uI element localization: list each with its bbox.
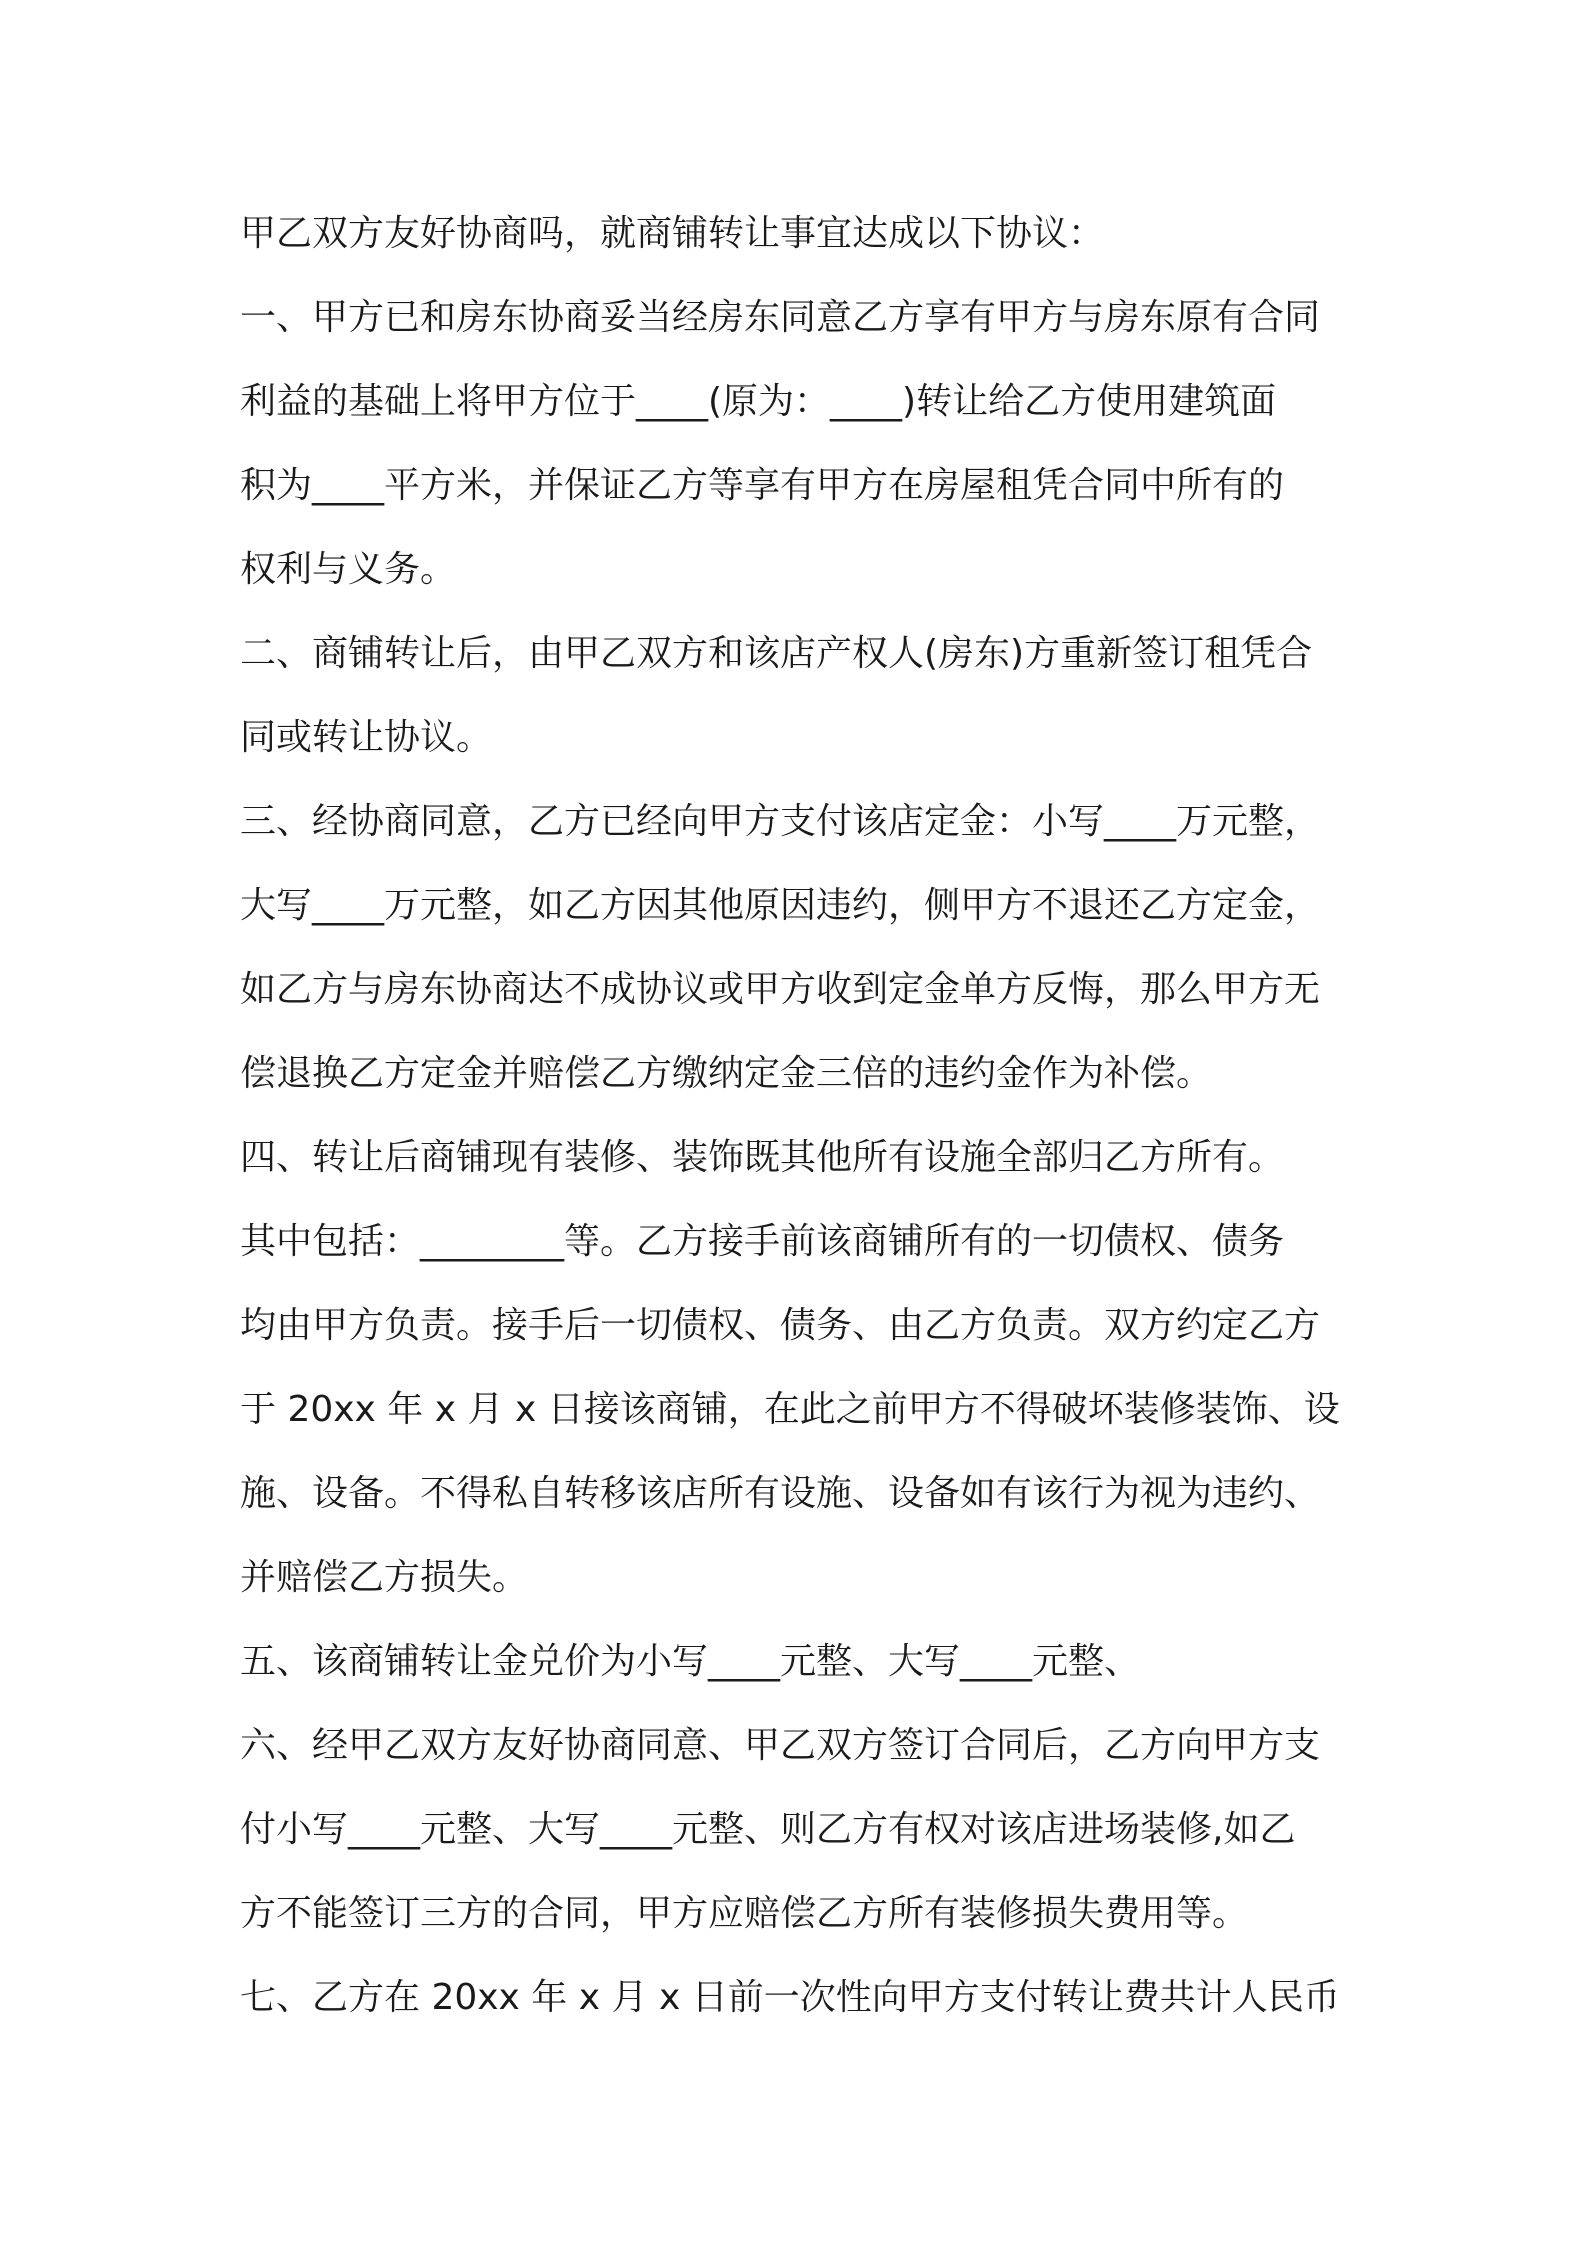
text-line: 利益的基础上将甲方位于____(原为：____)转让给乙方使用建筑面 (240, 381, 1277, 422)
text-line: 六、经甲乙双方友好协商同意、甲乙双方签订合同后，乙方向甲方支 (240, 1725, 1321, 1766)
text-line: 其中包括：________等。乙方接手前该商铺所有的一切债权、债务 (240, 1221, 1285, 1262)
text-line: 均由甲方负责。接手后一切债权、债务、由乙方负责。双方约定乙方 (240, 1305, 1321, 1346)
text-line: 七、乙方在 20xx 年 x 月 x 日前一次性向甲方支付转让费共计人民币 (240, 1977, 1340, 2018)
text-line: 并赔偿乙方损失。 (240, 1557, 529, 1598)
text-line: 二、商铺转让后，由甲乙双方和该店产权人(房东)方重新签订租凭合 (240, 633, 1313, 674)
text-line: 施、设备。不得私自转移该店所有设施、设备如有该行为视为违约、 (240, 1473, 1321, 1514)
contract-body (240, 192, 1360, 2040)
text-line: 如乙方与房东协商达不成协议或甲方收到定金单方反悔，那么甲方无 (240, 969, 1321, 1010)
text-line: 大写____万元整，如乙方因其他原因违约，侧甲方不退还乙方定金， (240, 885, 1321, 926)
text-line: 付小写____元整、大写____元整、则乙方有权对该店进场装修,如乙 (240, 1809, 1296, 1850)
text-line: 于 20xx 年 x 月 x 日接该商铺，在此之前甲方不得破坏装修装饰、设 (240, 1389, 1340, 1430)
text-line: 偿退换乙方定金并赔偿乙方缴纳定金三倍的违约金作为补偿。 (240, 1053, 1213, 1094)
text-line: 权利与义务。 (240, 549, 457, 590)
text-line: 三、经协商同意，乙方已经向甲方支付该店定金：小写____万元整， (240, 801, 1321, 842)
text-line: 甲乙双方友好协商吗，就商铺转让事宜达成以下协议： (240, 213, 1105, 254)
text-line: 方不能签订三方的合同，甲方应赔偿乙方所有装修损失费用等。 (240, 1893, 1249, 1934)
text-line: 积为____平方米，并保证乙方等享有甲方在房屋租凭合同中所有的 (240, 465, 1285, 506)
text-line: 一、甲方已和房东协商妥当经房东同意乙方享有甲方与房东原有合同 (240, 297, 1321, 338)
text-line: 同或转让协议。 (240, 717, 493, 758)
text-line: 五、该商铺转让金兑价为小写____元整、大写____元整、 (240, 1641, 1141, 1682)
text-line: 四、转让后商铺现有装修、装饰既其他所有设施全部归乙方所有。 (240, 1137, 1285, 1178)
